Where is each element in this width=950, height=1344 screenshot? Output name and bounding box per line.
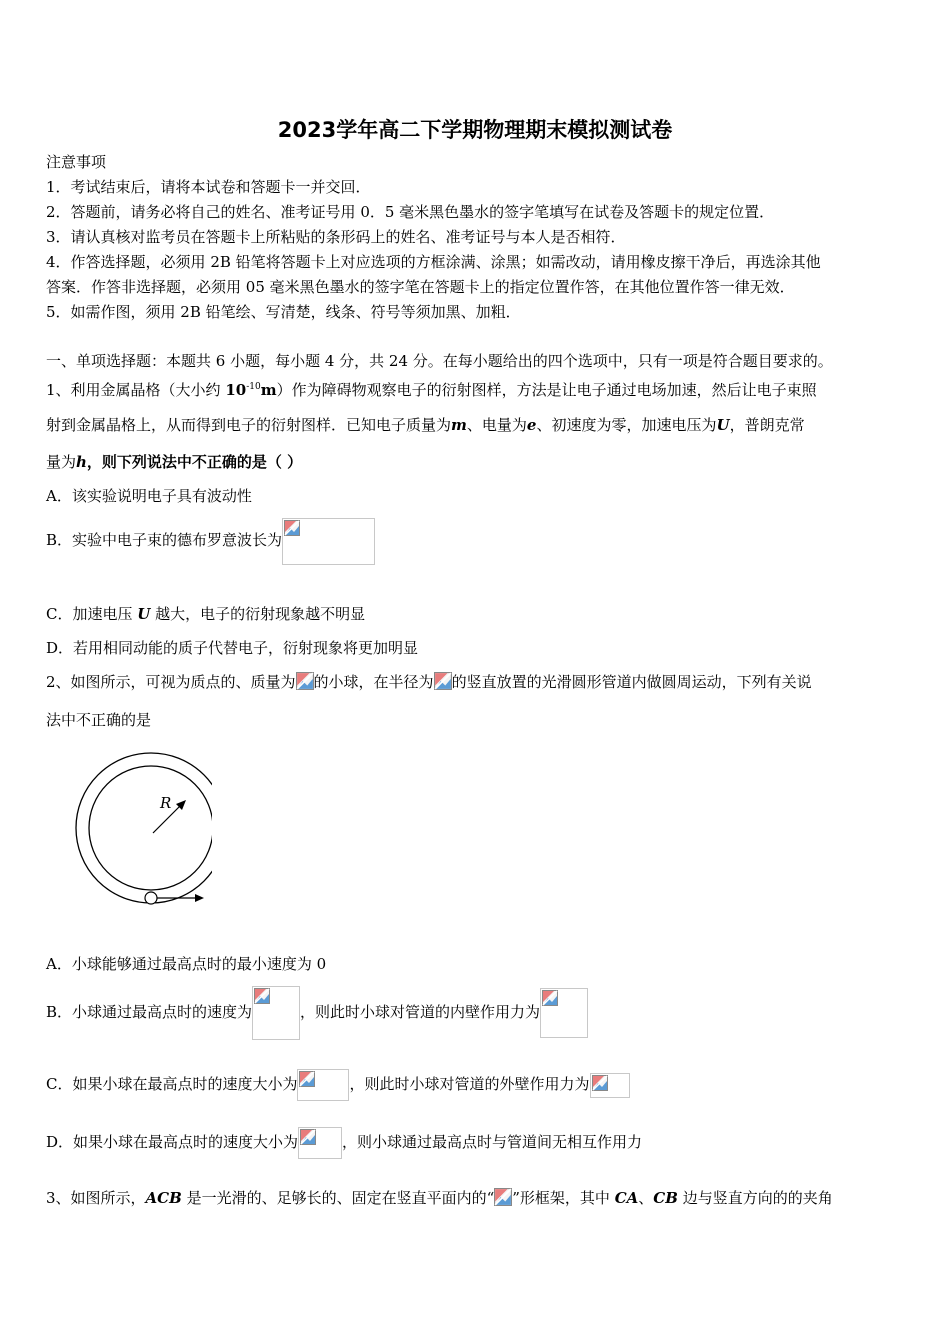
formula-image [252, 986, 300, 1040]
broken-image-icon [296, 672, 314, 690]
q2-option-c: C．如果小球在最高点时的速度大小为 ，则此时小球对管道的外壁作用力为 [46, 1068, 630, 1101]
notice-item-3: 3．请认真核对监考员在答题卡上所粘贴的条形码上的姓名、准考证号与本人是否相符． [46, 228, 626, 246]
formula-image [590, 1073, 630, 1098]
formula-image [298, 1127, 342, 1159]
q1-option-d: D．若用相同动能的质子代替电子，衍射现象将更加明显 [46, 639, 419, 657]
broken-image-icon [434, 672, 452, 690]
formula-image [282, 518, 375, 565]
notice-item-5: 5．如需作图，须用 2B 铅笔绘、写清楚，线条、符号等须加黑、加粗． [46, 303, 521, 321]
broken-image-icon [300, 1129, 316, 1145]
q2-option-d: D．如果小球在最高点时的速度大小为 ，则小球通过最高点时与管道间无相互作用力 [46, 1126, 642, 1159]
notice-item-4-cont: 答案．作答非选择题，必须用 05 毫米黑色墨水的签字笔在答题卡上的指定位置作答，在其他位置作答一律无效． [46, 278, 795, 296]
page-title: 2023学年高二下学期物理期末模拟测试卷 [277, 118, 673, 142]
formula-image [540, 988, 588, 1038]
q1-option-a: A．该实验说明电子具有波动性 [46, 487, 252, 505]
notice-item-4: 4．作答选择题，必须用 2B 铅笔将答题卡上对应选项的方框涂满、涂黑；如需改动，请用橡皮擦干净后，再选涂其他 [46, 253, 821, 271]
q1-stem-line3: 量为h，则下列说法中不正确的是（ ） [46, 453, 303, 471]
broken-image-icon [299, 1071, 315, 1087]
q3-stem-line1: 3、如图所示，ACB 是一光滑的、足够长的、固定在竖直平面内的“ ”形框架，其中 CA、CB 边与竖直方向的的夹角 [46, 1189, 833, 1207]
q2-stem-line1: 2、如图所示，可视为质点的、质量为 的小球，在半径为 的竖直放置的光滑圆形管道内做圆周运动，下列有关说 [46, 673, 812, 691]
q1-option-b: B．实验中电子束的德布罗意波长为 [46, 517, 375, 565]
q1-stem-line1: 1、利用金属晶格（大小约 $10^{-10}m$）作为障碍物观察电子的衍射图样，方法是让电子通过电场加速，然后让电子束照 [46, 381, 817, 399]
broken-image-icon [284, 520, 300, 536]
broken-image-icon [592, 1075, 608, 1091]
notice-item-1: 1．考试结束后，请将本试卷和答题卡一并交回． [46, 178, 371, 196]
q2-stem-line2: 法中不正确的是 [46, 711, 152, 729]
circular-tube-figure [72, 750, 212, 920]
notice-item-2: 2．答题前，请务必将自己的姓名、准考证号用 0．5 毫米黑色墨水的签字笔填写在试卷及答题卡的规定位置． [46, 203, 775, 221]
section-heading: 一、单项选择题：本题共 6 小题，每小题 4 分，共 24 分。在每小题给出的四个选项中，只有一项是符合题目要求的。 [46, 352, 833, 370]
q2-option-a: A．小球能够通过最高点时的最小速度为 0 [46, 955, 327, 973]
q2-option-b: B．小球通过最高点时的速度为 ，则此时小球对管道的内壁作用力为 [46, 985, 588, 1040]
broken-image-icon [494, 1188, 512, 1206]
q1-stem-line2: 射到金属晶格上，从而得到电子的衍射图样．已知电子质量为m、电量为e、初速度为零，加速电压为U，普朗克常 [46, 416, 805, 434]
formula-image [297, 1069, 349, 1101]
notice-heading: 注意事项 [46, 153, 107, 171]
broken-image-icon [254, 988, 270, 1004]
q1-option-c: C．加速电压 U 越大，电子的衍射现象越不明显 [46, 605, 366, 623]
broken-image-icon [542, 990, 558, 1006]
radius-label: R [160, 794, 172, 812]
